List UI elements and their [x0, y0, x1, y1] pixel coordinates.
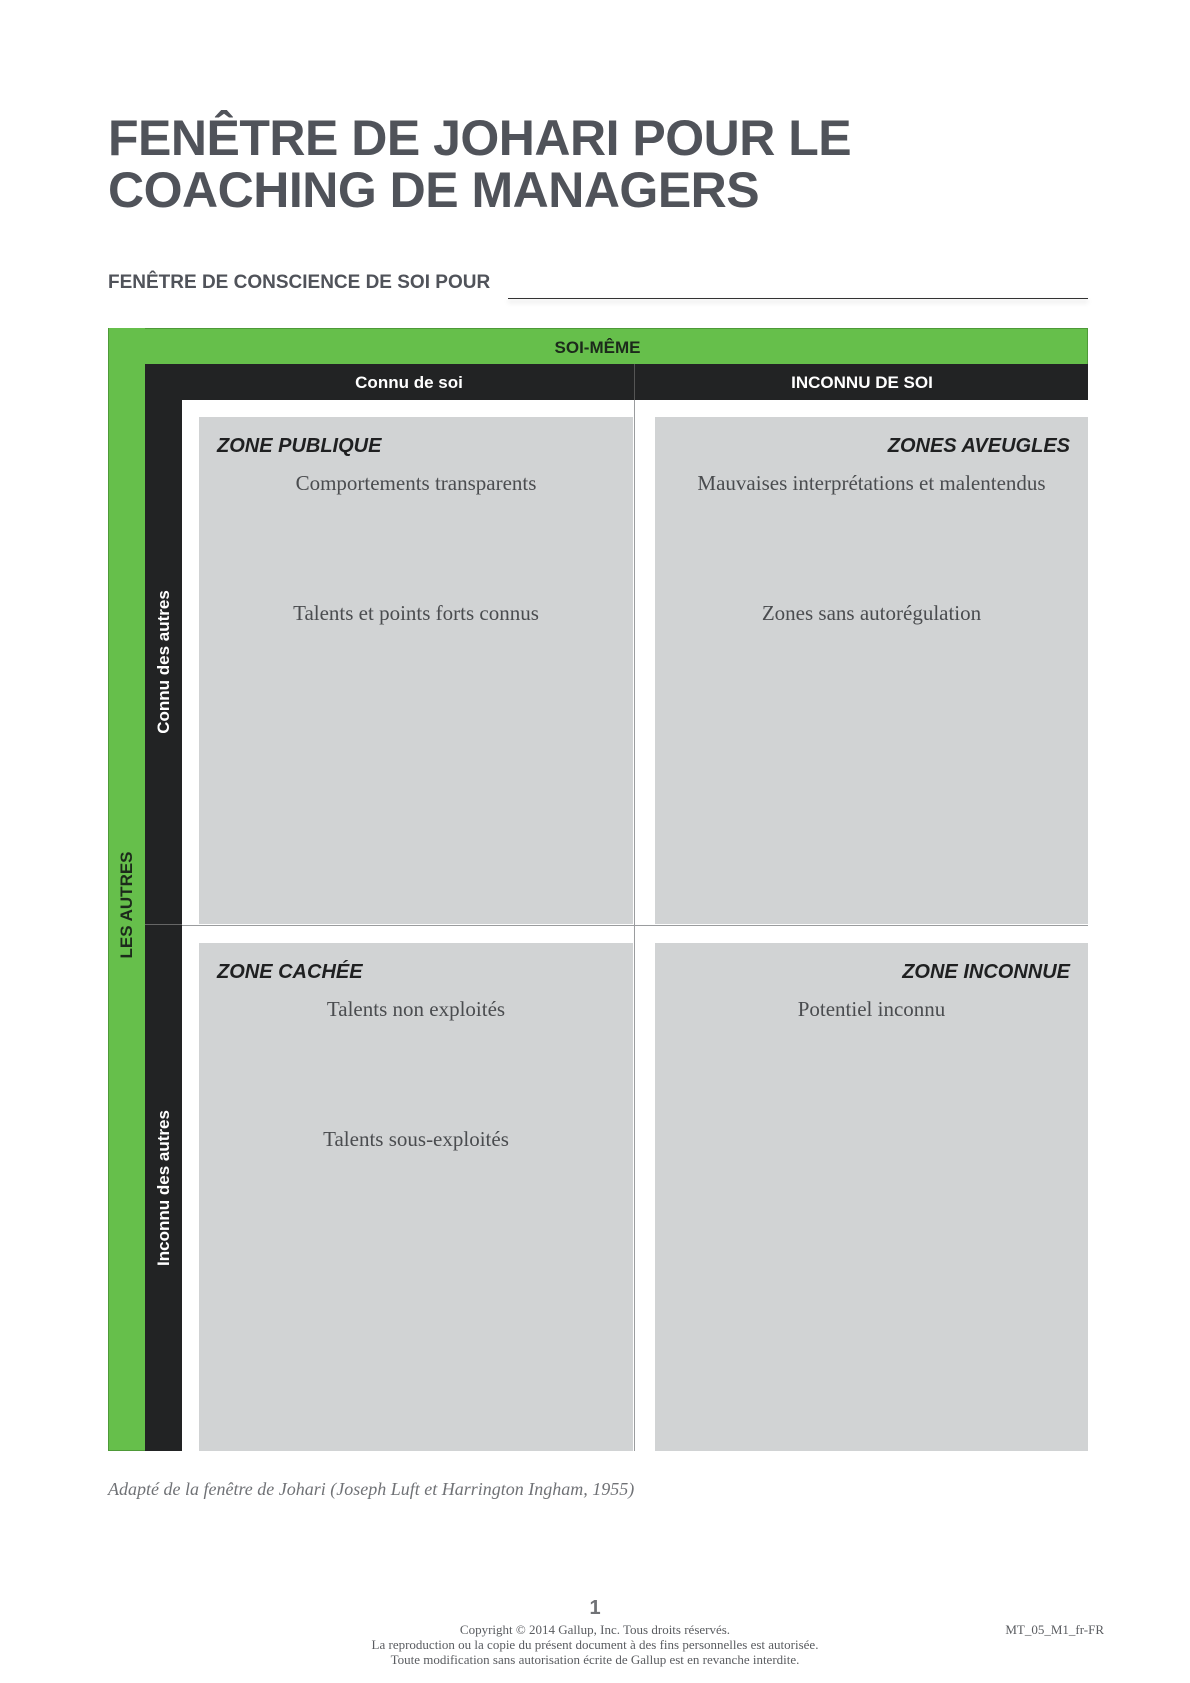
page-number: 1 — [589, 1597, 601, 1619]
name-fill-in-line[interactable] — [508, 298, 1088, 299]
quadrant-unknown-zone — [655, 943, 1088, 1451]
copyright-line: Toute modification sans autorisation écrite de Gallup est en revanche interdite. — [390, 1652, 800, 1667]
page-title-line-1: FENÊTRE DE JOHARI POUR LE — [108, 110, 852, 166]
quadrant-item: Talents sous-exploités — [323, 1127, 509, 1151]
unknown-to-others-label: Inconnu des autres — [154, 1110, 173, 1266]
copyright-line: Copyright © 2014 Gallup, Inc. Tous droits réservés. — [459, 1622, 731, 1637]
quadrant-item: Comportements transparents — [295, 471, 537, 495]
quadrant-item: Zones sans autorégulation — [761, 601, 982, 625]
copyright-line: La reproduction ou la copie du présent document à des fins personnelles est autorisée. — [371, 1637, 819, 1652]
others-header-label: LES AUTRES — [117, 851, 136, 959]
others-rows-band — [145, 364, 182, 1451]
unknown-to-self-label: INCONNU DE SOI — [791, 373, 933, 392]
quadrant-public-zone — [199, 417, 633, 924]
known-to-self-label: Connu de soi — [355, 373, 463, 392]
quadrant-title: ZONE PUBLIQUE — [217, 435, 382, 457]
quadrant-title: ZONE CACHÉE — [217, 961, 363, 983]
quadrant-item: Talents et points forts connus — [293, 601, 539, 625]
quadrant-item: Potentiel inconnu — [797, 997, 946, 1021]
quadrant-blind-zones — [655, 417, 1088, 924]
page-title — [108, 112, 1008, 216]
quadrant-item: Talents non exploités — [326, 997, 506, 1021]
horizontal-gridline — [182, 925, 1088, 926]
self-header-label: SOI-MÊME — [554, 338, 641, 357]
subtitle-row — [108, 272, 1088, 302]
quadrant-hidden-zone — [199, 943, 633, 1451]
subtitle: FENÊTRE DE CONSCIENCE DE SOI POUR — [108, 272, 491, 293]
known-to-others-label: Connu des autres — [154, 590, 173, 734]
self-header-band — [108, 328, 1088, 364]
document-code: MT_05_M1_fr-FR — [1005, 1622, 1104, 1637]
row-header-divider — [145, 924, 182, 925]
quadrant-item: Mauvaises interprétations et malentendus — [697, 471, 1046, 495]
quadrant-title: ZONES AVEUGLES — [887, 435, 1070, 457]
quadrant-title: ZONE INCONNUE — [902, 961, 1070, 983]
source-caption: Adapté de la fenêtre de Johari (Joseph Luft et Harrington Ingham, 1955) — [108, 1479, 635, 1499]
page-title-line-2: COACHING DE MANAGERS — [108, 162, 760, 218]
